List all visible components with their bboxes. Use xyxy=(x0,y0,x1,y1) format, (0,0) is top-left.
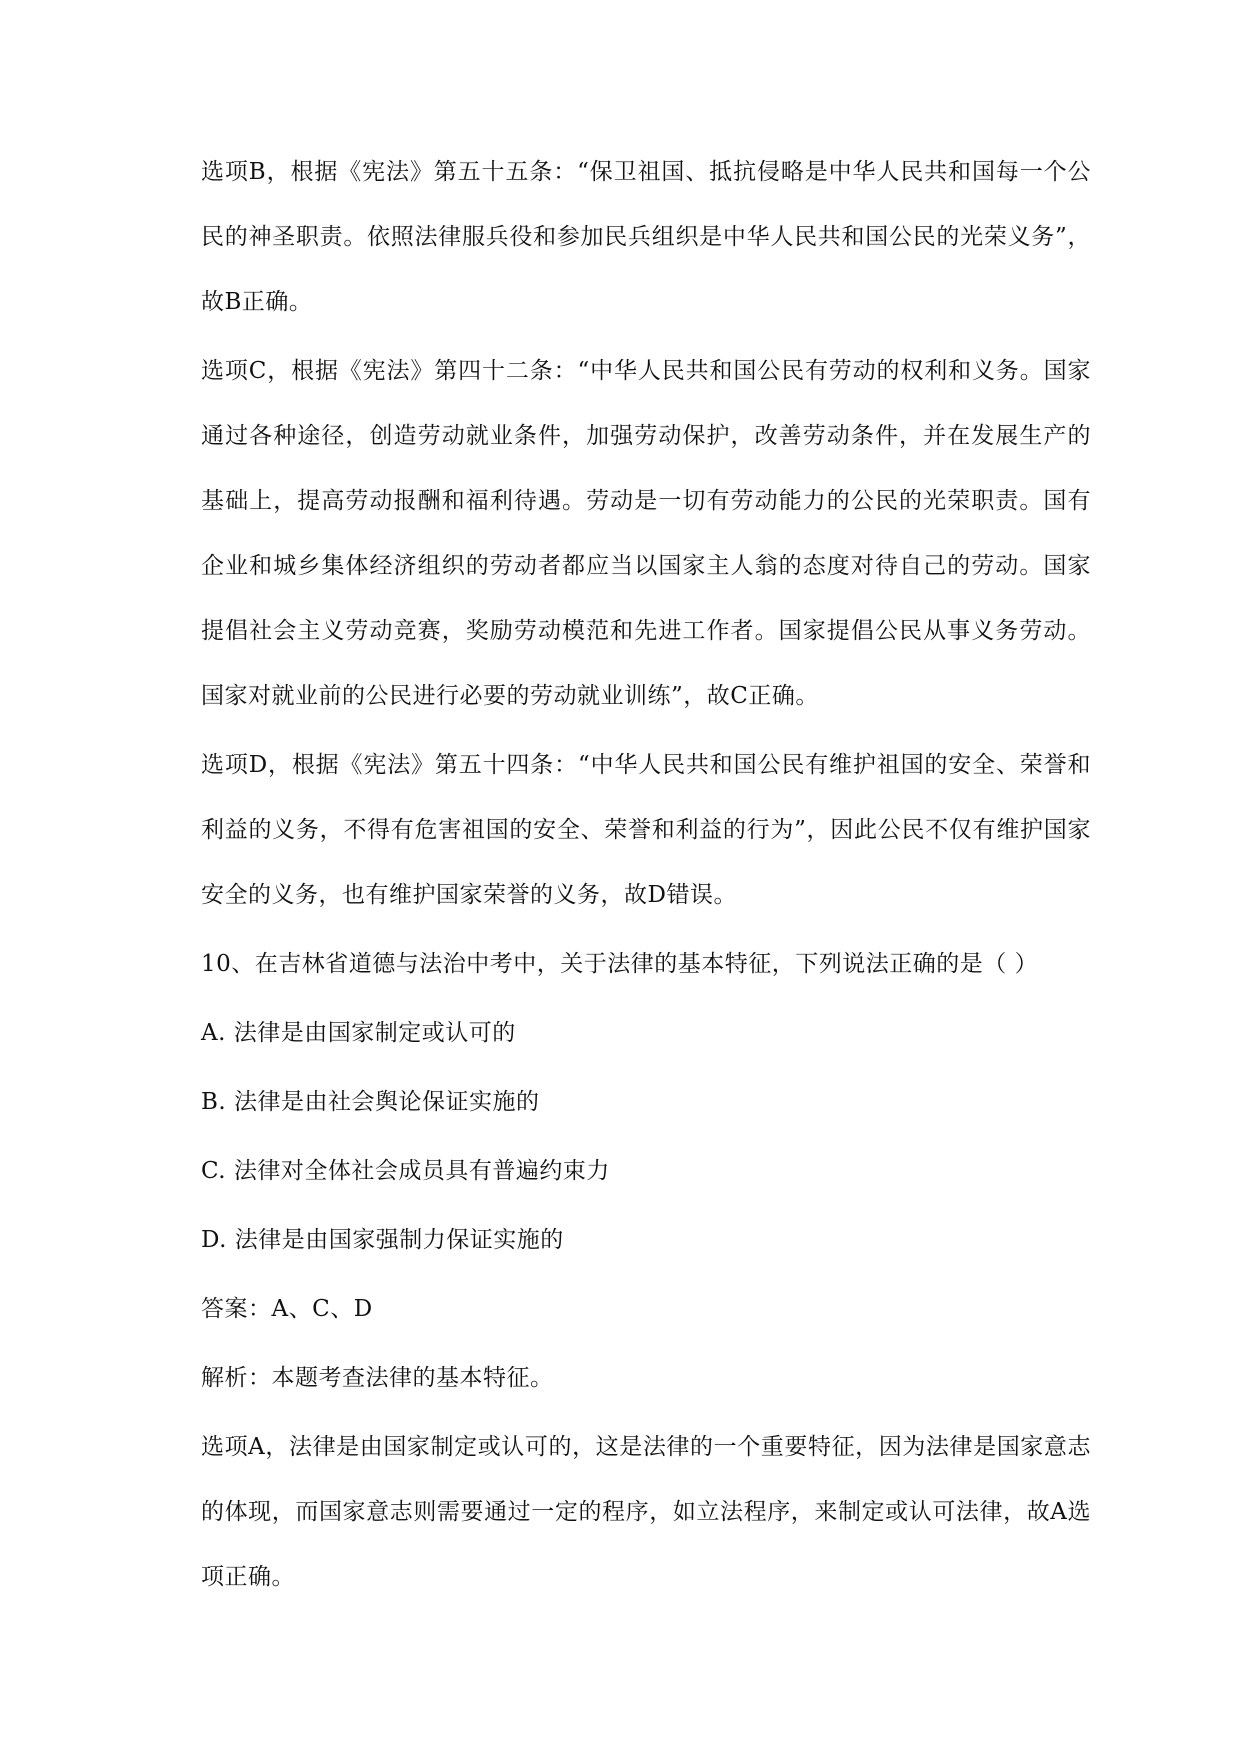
paragraph-option-a: 选项A，法律是由国家制定或认可的，这是法律的一个重要特征，因为法律是国家意志的体现，而国家意志则需要通过一定的程序，如立法程序，来制定或认可法律，故A选项正确。 xyxy=(201,1434,1091,1590)
question-10: 10、在吉林省道德与法治中考中，关于法律的基本特征，下列说法正确的是（ ） xyxy=(201,951,1039,977)
document-body xyxy=(201,140,1091,1614)
analysis-line: 解析：本题考查法律的基本特征。 xyxy=(201,1365,554,1391)
choice-d: D. 法律是由国家强制力保证实施的 xyxy=(201,1227,564,1253)
choice-b: B. 法律是由社会舆论保证实施的 xyxy=(201,1089,540,1115)
choice-c: C. 法律对全体社会成员具有普遍约束力 xyxy=(201,1158,610,1184)
paragraph-option-b: 选项B，根据《宪法》第五十五条：“保卫祖国、抵抗侵略是中华人民共和国每一个公民的神圣职责。依照法律服兵役和参加民兵组织是中华人民共和国公民的光荣义务”，故B正确。 xyxy=(201,159,1091,315)
answer-line: 答案：A、C、D xyxy=(201,1296,373,1322)
paragraph-option-d: 选项D，根据《宪法》第五十四条：“中华人民共和国公民有维护祖国的安全、荣誉和利益的义务，不得有危害祖国的安全、荣誉和利益的行为”，因此公民不仅有维护国家安全的义务，也有维护国家荣誉的义务，故D错误。 xyxy=(201,752,1091,908)
paragraph-option-c: 选项C，根据《宪法》第四十二条：“中华人民共和国公民有劳动的权利和义务。国家通过各种途径，创造劳动就业条件，加强劳动保护，改善劳动条件，并在发展生产的基础上，提高劳动报酬和福利待遇。劳动是一切有劳动能力的公民的光荣职责。国有企业和城乡集体经济组织的劳动者都应当以国家主人翁的态度对待自己的劳动。国家提倡社会主义劳动竞赛，奖励劳动模范和先进工作者。国家提倡公民从事义务劳动。国家对就业前的公民进行必要的劳动就业训练”，故C正确。 xyxy=(201,358,1091,709)
choice-a: A. 法律是由国家制定或认可的 xyxy=(201,1020,516,1046)
